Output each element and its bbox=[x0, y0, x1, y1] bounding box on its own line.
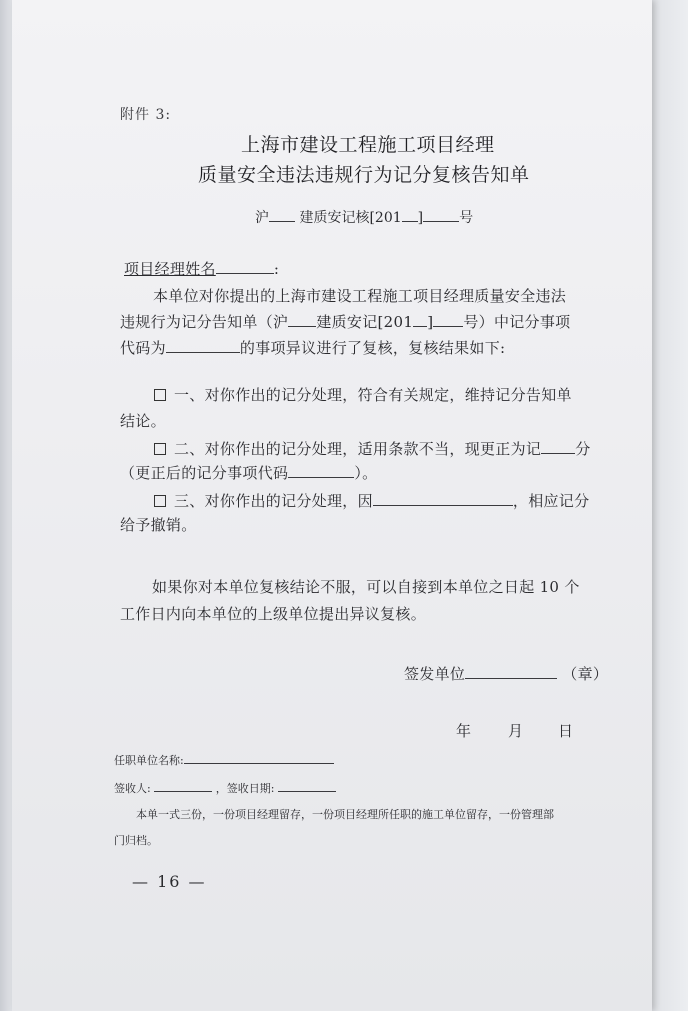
option-2-checkbox[interactable] bbox=[154, 443, 166, 455]
option-3-text-b: ，相应记分 bbox=[512, 492, 590, 510]
doc-number-suffix: 号 bbox=[459, 210, 474, 226]
doc-number-blank-3 bbox=[423, 220, 459, 222]
option-2-text-a: 二、对你作出的记分处理，适用条款不当，现更正为记 bbox=[174, 440, 542, 458]
receipt-row bbox=[114, 780, 336, 796]
doc-number-prefix: 沪 bbox=[255, 210, 269, 226]
doc-number-blank-1 bbox=[269, 220, 295, 222]
option-2-line-2 bbox=[120, 462, 377, 483]
note-line-1: 本单一式三份，一份项目经理留存，一份项目经理所任职的施工单位留存，一份管理部 bbox=[136, 808, 554, 821]
item-code-blank bbox=[166, 351, 240, 353]
receive-date-blank bbox=[278, 790, 336, 792]
option-3-line-2: 给予撤销。 bbox=[120, 516, 197, 534]
option-2-line-2-a: （更正后的记分事项代码 bbox=[120, 464, 289, 482]
intro-line-2-part-b: 建质安记[201 bbox=[316, 313, 414, 331]
document-page bbox=[12, 0, 652, 1011]
issuer-label: 签发单位 bbox=[404, 665, 466, 683]
doc-number-bracket: ] bbox=[417, 210, 424, 226]
option-1-line-1 bbox=[154, 384, 572, 405]
intro-blank-3 bbox=[433, 325, 463, 327]
option-3-reason-blank bbox=[373, 504, 513, 506]
title-line-2: 质量安全违法违规行为记分复核告知单 bbox=[198, 164, 530, 186]
document-number bbox=[255, 207, 473, 227]
manager-name-blank bbox=[216, 272, 274, 274]
employer-blank bbox=[184, 762, 334, 764]
option-2-code-blank bbox=[288, 476, 354, 478]
date-year: 年 bbox=[456, 722, 472, 740]
manager-name-row bbox=[124, 258, 279, 279]
appeal-line-1: 如果你对本单位复核结论不服，可以自接到本单位之日起 10 个 bbox=[152, 578, 580, 596]
appeal-line-2: 工作日内向本单位的上级单位提出异议复核。 bbox=[120, 605, 427, 623]
intro-blank-2 bbox=[413, 325, 427, 327]
note-line-2: 门归档。 bbox=[114, 834, 158, 847]
intro-line-1: 本单位对你提出的上海市建设工程施工项目经理质量安全违法 bbox=[153, 287, 567, 305]
option-3-text-a: 三、对你作出的记分处理，因 bbox=[174, 492, 373, 510]
option-1-text: 一、对你作出的记分处理，符合有关规定，维持记分告知单 bbox=[174, 386, 572, 404]
date-day: 日 bbox=[558, 722, 574, 740]
intro-line-2 bbox=[120, 311, 570, 332]
manager-name-colon: : bbox=[273, 260, 280, 278]
issuer-blank bbox=[465, 677, 557, 679]
intro-line-2-part-c: ] bbox=[427, 313, 434, 331]
issuer-seal: （章） bbox=[562, 665, 609, 683]
employer-row bbox=[114, 752, 334, 768]
employer-label: 任职单位名称: bbox=[114, 754, 184, 767]
option-2-text-b: 分 bbox=[575, 440, 591, 458]
date-month: 月 bbox=[508, 722, 524, 740]
background-right-page bbox=[648, 0, 688, 1011]
receiver-blank bbox=[154, 790, 212, 792]
option-2-score-blank bbox=[541, 452, 575, 454]
option-1-line-2: 结论。 bbox=[120, 412, 166, 430]
doc-number-middle: 建质安记核[201 bbox=[299, 210, 402, 226]
intro-line-3 bbox=[120, 337, 505, 358]
receive-date-label: ，签收日期: bbox=[215, 782, 275, 795]
page-number: — 16 — bbox=[132, 872, 207, 891]
issuer-row bbox=[404, 663, 608, 684]
option-2-line-1 bbox=[154, 438, 591, 459]
title-line-1: 上海市建设工程施工项目经理 bbox=[241, 134, 495, 156]
intro-line-2-part-a: 违规行为记分告知单（沪 bbox=[120, 313, 289, 331]
doc-number-blank-2 bbox=[402, 220, 418, 222]
intro-line-3-part-a: 代码为 bbox=[120, 339, 166, 357]
option-1-checkbox[interactable] bbox=[154, 389, 166, 401]
intro-line-3-part-b: 的事项异议进行了复核，复核结果如下: bbox=[239, 339, 506, 357]
option-2-line-2-b: ）。 bbox=[354, 464, 378, 482]
intro-blank-1 bbox=[288, 325, 316, 327]
option-3-checkbox[interactable] bbox=[154, 495, 166, 507]
attachment-label: 附件 3: bbox=[120, 107, 172, 123]
option-3-line-1 bbox=[154, 490, 589, 511]
intro-line-2-part-d: 号）中记分事项 bbox=[463, 313, 571, 331]
manager-name-label: 项目经理姓名 bbox=[124, 260, 216, 278]
receiver-label: 签收人: bbox=[114, 782, 151, 795]
